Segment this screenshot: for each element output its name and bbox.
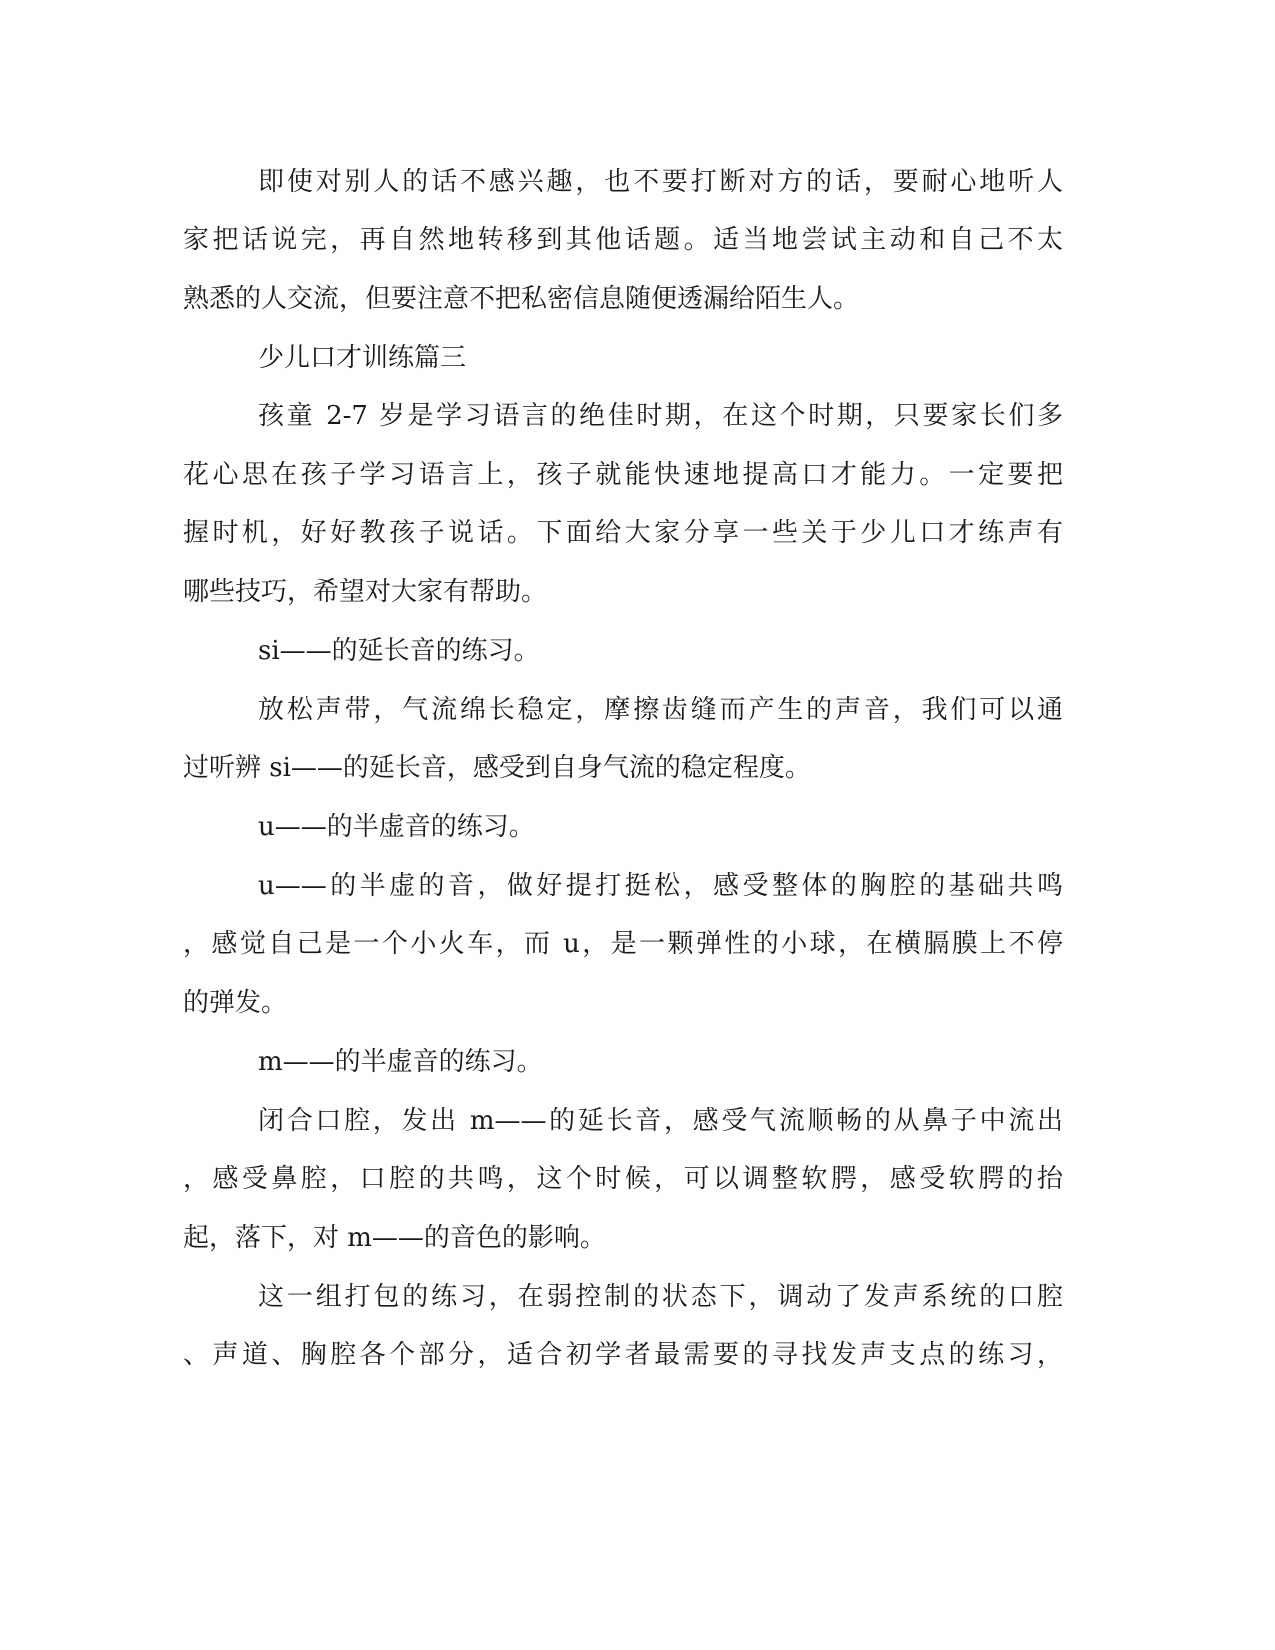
paragraph-line: 这一组打包的练习，在弱控制的状态下，调动了发声系统的口腔 bbox=[258, 1282, 1063, 1312]
paragraph-line: 的弹发。 bbox=[183, 988, 288, 1018]
paragraph-line: 起，落下，对 m——的音色的影响。 bbox=[183, 1223, 606, 1253]
paragraph-line: 握时机，好好教孩子说话。下面给大家分享一些关于少儿口才练声有 bbox=[183, 518, 1063, 548]
section-heading: 少儿口才训练篇三 bbox=[258, 343, 467, 373]
paragraph-line: 即使对别人的话不感兴趣，也不要打断对方的话，要耐心地听人 bbox=[258, 167, 1063, 197]
exercise-heading: u——的半虚音的练习。 bbox=[258, 812, 535, 842]
paragraph-line: 哪些技巧，希望对大家有帮助。 bbox=[183, 577, 548, 607]
paragraph-line: ，感受鼻腔，口腔的共鸣，这个时候，可以调整软腭，感受软腭的抬 bbox=[183, 1164, 1063, 1194]
exercise-heading: m——的半虚音的练习。 bbox=[258, 1047, 543, 1077]
paragraph-line: 、声道、胸腔各个部分，适合初学者最需要的寻找发声支点的练习， bbox=[183, 1340, 1063, 1370]
paragraph-line: u——的半虚的音，做好提打挺松，感受整体的胸腔的基础共鸣 bbox=[258, 871, 1063, 901]
paragraph-line: 孩童 2-7 岁是学习语言的绝佳时期，在这个时期，只要家长们多 bbox=[258, 401, 1063, 431]
exercise-heading: si——的延长音的练习。 bbox=[258, 636, 540, 666]
paragraph-line: 熟悉的人交流，但要注意不把私密信息随便透漏给陌生人。 bbox=[183, 284, 860, 314]
paragraph-line: 闭合口腔，发出 m——的延长音，感受气流顺畅的从鼻子中流出 bbox=[258, 1106, 1063, 1136]
paragraph-line: ，感觉自己是一个小火车，而 u，是一颗弹性的小球，在横膈膜上不停 bbox=[183, 929, 1063, 959]
paragraph-line: 花心思在孩子学习语言上，孩子就能快速地提高口才能力。一定要把 bbox=[183, 460, 1063, 490]
paragraph-line: 家把话说完，再自然地转移到其他话题。适当地尝试主动和自己不太 bbox=[183, 225, 1063, 255]
paragraph-line: 过听辨 si——的延长音，感受到自身气流的稳定程度。 bbox=[183, 753, 811, 783]
paragraph-line: 放松声带，气流绵长稳定，摩擦齿缝而产生的声音，我们可以通 bbox=[258, 695, 1063, 725]
